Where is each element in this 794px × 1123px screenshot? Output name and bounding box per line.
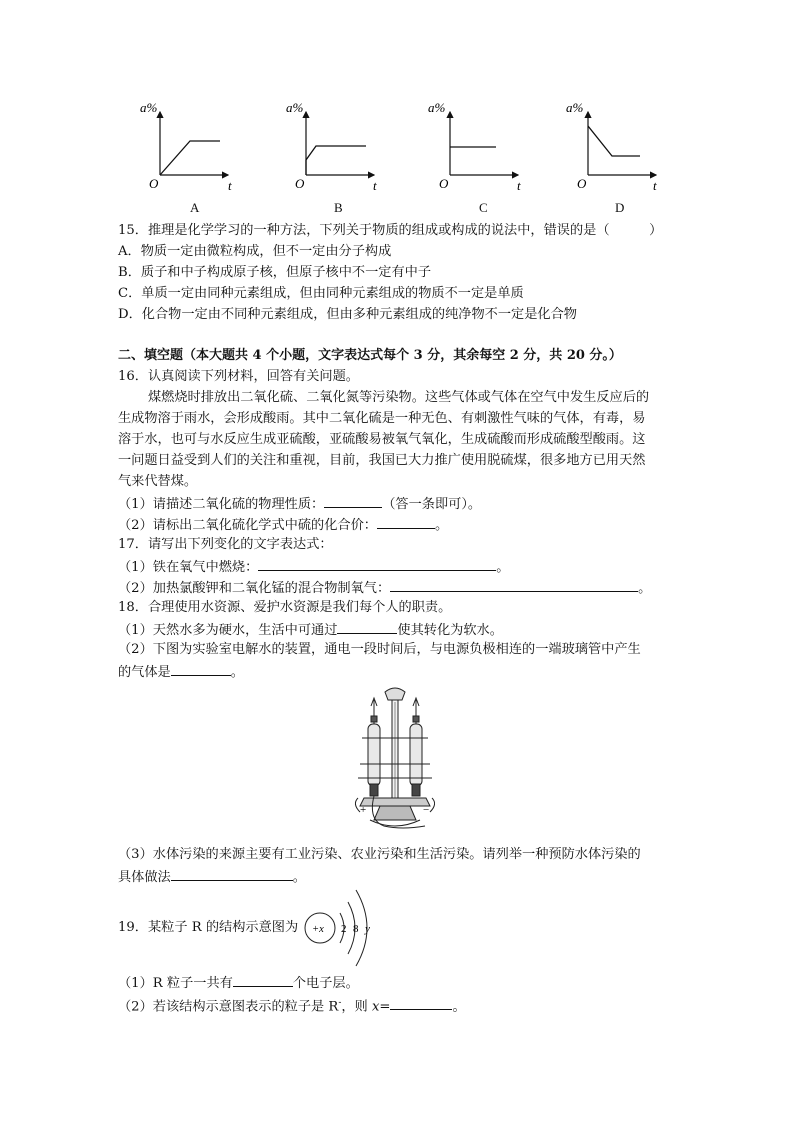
q15-stem: 15．推理是化学学习的一种方法，下列关于物质的组成或构成的说法中，错误的是（ ）: [118, 223, 663, 238]
q17-stem: 17．请写出下列变化的文字表达式：: [118, 537, 333, 552]
q15-option-c: C．单质一定由同种元素组成，但由同种元素组成的物质不一定是单质: [118, 286, 524, 301]
q19-sub2-text: （2）若该结构示意图表示的粒子是 R: [118, 999, 339, 1015]
answer-blank[interactable]: [390, 995, 452, 1010]
positive-terminal-sign: +: [360, 804, 367, 816]
answer-blank[interactable]: [324, 493, 382, 508]
q18-sub1-text: （1）天然水多为硬水，生活中可通过: [118, 623, 338, 638]
answer-blank[interactable]: [171, 661, 231, 676]
graph-b-origin: O: [295, 176, 305, 191]
q19-sub2: [118, 993, 466, 1017]
q19-sub1-tail: 个电子层。: [292, 976, 359, 991]
answer-blank[interactable]: [233, 972, 293, 987]
graph-d-origin: O: [577, 176, 587, 191]
q18-stem: 18．合理使用水资源、爱护水资源是我们每个人的职责。: [118, 600, 452, 615]
q16-passage-line: 煤燃烧时排放出二氧化硫、二氧化氮等污染物。这些气体或气体在空气中发生反应后的: [148, 390, 650, 405]
answer-blank[interactable]: [390, 577, 638, 592]
q16-sub2-tail: 。: [434, 518, 449, 533]
q16-passage-line: 生成物溶于雨水，会形成酸雨。其中二氧化硫是一种无色、有刺激性气味的气体，有毒，易: [118, 411, 646, 426]
q16-sub1-text: （1）请描述二氧化硫的物理性质：: [118, 497, 325, 512]
graph-b-y-label: a%: [286, 100, 304, 115]
q19-var-x: x: [371, 999, 380, 1015]
q19-sub2-mid: ，则: [341, 999, 372, 1015]
shell-electron-count: 2: [341, 923, 347, 935]
graph-d-x-label: t: [653, 178, 657, 193]
q16-sub2-text: （2）请标出二氧化硫化学式中硫的化合价：: [118, 518, 377, 533]
graph-c: [428, 100, 521, 193]
graph-a-letter: A: [190, 200, 200, 215]
q19-sub2-tail: 。: [452, 999, 466, 1015]
graph-d-y-label: a%: [566, 100, 584, 115]
q19-sub1: [118, 972, 359, 994]
q18-sub2-line2: [118, 661, 244, 683]
graph-c-y-label: a%: [428, 100, 446, 115]
graph-b-x-label: t: [373, 178, 377, 193]
graph-a-curve: [160, 141, 220, 175]
q19-eq: =: [379, 999, 391, 1015]
answer-blank[interactable]: [171, 866, 293, 881]
graph-c-origin: O: [439, 176, 449, 191]
q18-sub2-tail: 。: [230, 665, 244, 680]
q18-sub2-line1: （2）下图为实验室电解水的装置，通电一段时间后，与电源负极相连的一端玻璃管中产生: [118, 642, 641, 657]
graph-b: [286, 100, 377, 193]
graph-a-x-label: t: [228, 178, 232, 193]
graph-b-letter: B: [334, 200, 343, 215]
q15-option-b: B．质子和中子构成原子核，但原子核中不一定有中子: [118, 265, 432, 280]
q17-sub1: [118, 556, 509, 578]
answer-blank[interactable]: [377, 514, 435, 529]
nucleus-charge: +x: [312, 924, 324, 935]
graph-b-curve: [306, 146, 366, 175]
q19-stem: 19．某粒子 R 的结构示意图为: [118, 920, 299, 935]
negative-terminal-sign: −: [423, 804, 430, 816]
q15-option-a: A．物质一定由微粒构成，但不一定由分子构成: [118, 244, 392, 259]
graph-a: [140, 100, 232, 193]
atomic-structure-diagram: [300, 880, 390, 980]
q15-option-d: D．化合物一定由不同种元素组成，但由多种元素组成的纯净物不一定是化合物: [118, 307, 577, 322]
graph-d: [566, 100, 657, 193]
answer-blank[interactable]: [337, 619, 397, 634]
graphs-svg: [0, 0, 794, 220]
q18-sub1-tail: 使其转化为软水。: [397, 623, 503, 638]
q17-sub2: [118, 577, 651, 599]
graph-d-curve: [588, 126, 640, 156]
shell-electron-count: y: [365, 923, 370, 935]
graph-d-letter: D: [615, 200, 625, 215]
graph-a-y-label: a%: [140, 100, 158, 115]
q17-sub1-tail: 。: [496, 560, 510, 575]
q18-sub3-line2: [118, 866, 306, 888]
q16-passage-line: 气来代替煤。: [118, 474, 198, 489]
shell-electron-count: 8: [353, 923, 359, 935]
section2-heading: 二、填空题（本大题共 4 个小题，文字表达式每个 3 分，其余每空 2 分，共 20 分。）: [118, 348, 622, 363]
electrolysis-apparatus-figure: [350, 680, 440, 830]
q17-sub2-tail: 。: [638, 581, 652, 596]
q18-sub1: [118, 619, 503, 641]
graph-c-x-label: t: [517, 178, 521, 193]
q16-sub1-tail: （答一条即可）。: [382, 497, 482, 512]
q18-sub3-text: 具体做法: [118, 870, 171, 885]
q16-sub2: [118, 514, 448, 536]
answer-blank[interactable]: [258, 556, 496, 571]
q17-sub1-text: （1）铁在氧气中燃烧：: [118, 560, 259, 575]
graph-c-letter: C: [479, 200, 488, 215]
q18-sub2-text: 的气体是: [118, 665, 171, 680]
q19-sub1-text: （1）R 粒子一共有: [118, 976, 233, 991]
graph-a-origin: O: [149, 176, 159, 191]
q18-sub3-tail: 。: [292, 870, 306, 885]
q16-stem: 16．认真阅读下列材料，回答有关问题。: [118, 369, 359, 384]
q18-sub3-line1: （3）水体污染的来源主要有工业污染、农业污染和生活污染。请列举一种预防水体污染的: [118, 847, 641, 862]
q19-charge-sup: -: [338, 998, 342, 1008]
q16-sub1: [118, 493, 481, 515]
q17-sub2-text: （2）加热氯酸钾和二氧化锰的混合物制氧气：: [118, 581, 391, 596]
q16-passage-line: 一问题日益受到人们的关注和重视，目前，我国已大力推广使用脱硫煤，很多地方已用天然: [118, 453, 646, 468]
q16-passage-line: 溶于水，也可与水反应生成亚硫酸，亚硫酸易被氧气氧化，生成硫酸而形成硫酸型酸雨。这: [118, 432, 646, 447]
